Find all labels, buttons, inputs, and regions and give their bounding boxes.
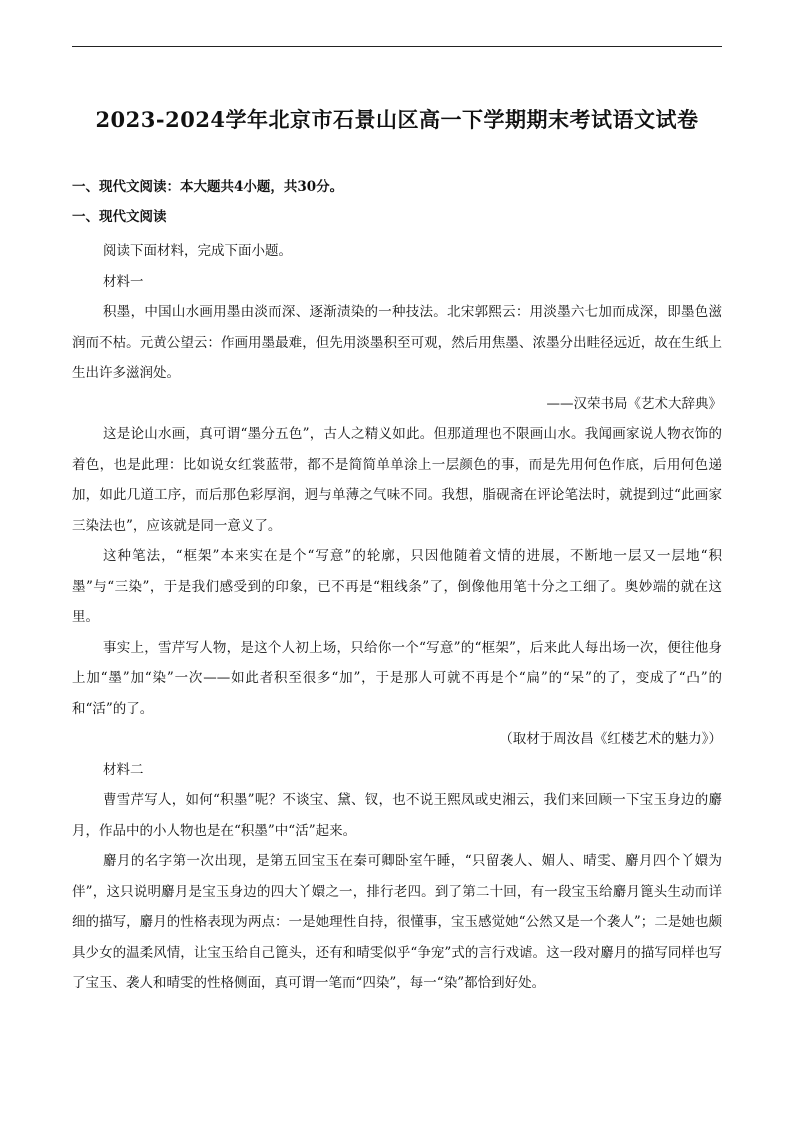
material2-paragraph: 麝月的名字第一次出现，是第五回宝玉在秦可卿卧室午睡，“只留袭人、媚人、晴雯、麝月四个丫嬛为伴”，这只说明麝月是宝玉身边的四大丫嬛之一，排行老四。到了第二十回，有一段宝玉给麝月篦头生动而详细的描写，麝月的性格表现为两点：一是她理性自持，很懂事，宝玉感觉她“公然又是一个袭人”；二是她也颇具少女的温柔风情，让宝玉给自己篦头，还有和晴雯似乎“争宠”式的言行戏谑。这一段对麝月的描写同样也写了宝玉、袭人和晴雯的性格侧面，真可谓一笔而“四染”，每一“染”都恰到好处。 [72, 853, 722, 991]
header-rule [72, 46, 722, 47]
subsection-header: 一、现代文阅读 [72, 209, 167, 225]
material1-paragraph: 事实上，雪芹写人物，是这个人初上场，只给你一个“写意”的“框架”，后来此人每出场一次，便往他身上加“墨”加“染”一次——如此者积至很多“加”，于是那人可就不再是个“扁”的“呆”的了，变成了“凸”的和“活”的了。 [72, 639, 722, 717]
material1-paragraph: 积墨，中国山水画用墨由淡而深、逐渐渍染的一种技法。北宋郭熙云：用淡墨六七加而成深，即墨色滋润而不枯。元黄公望云：作画用墨最难，但先用淡墨积至可观，然后用焦墨、浓墨分出畦径远近，故在生纸上生出许多滋润处。 [72, 304, 722, 381]
section-header: 一、现代文阅读：本大题共4小题，共30分。 [72, 179, 344, 195]
material1-paragraph: 这是论山水画，真可谓“墨分五色”，古人之精义如此。但那道理也不限画山水。我闻画家说人物衣饰的着色，也是此理：比如说女红裳蓝带，都不是简简单单涂上一层颜色的事，而是先用何色作底，后用何色递加，如此几道工序，而后那色彩厚润，迥与单薄之气味不同。我想，脂砚斋在评论笔法时，就提到过“此画家三染法也”，应该就是同一意义了。 [72, 426, 722, 534]
material1-label: 材料一 [103, 273, 144, 290]
material2-label: 材料二 [103, 761, 144, 778]
material1-source-dictionary: ——汉荣书局《艺术大辞典》 [546, 395, 722, 412]
material1-source-book: （取材于周汝昌《红楼艺术的魅力》） [499, 731, 722, 747]
instruction-text: 阅读下面材料，完成下面小题。 [103, 243, 293, 259]
reading-content [72, 236, 722, 999]
material1-paragraph: 这种笔法，“框架”本来实在是个“写意”的轮廓，只因他随着文情的进展，不断地一层又一层地“积墨”与“三染”，于是我们感受到的印象，已不再是“粗线条”了，倒像他用笔十分之工细了。奥妙端的就在这里。 [72, 548, 722, 625]
page-title: 2023-2024学年北京市石景山区高一下学期期末考试语文试卷 [95, 107, 699, 132]
material2-paragraph: 曹雪芹写人，如何“积墨”呢？不谈宝、黛、钗，也不说王熙凤或史湘云，我们来回顾一下宝玉身边的麝月，作品中的小人物也是在“积墨”中“活”起来。 [72, 792, 722, 839]
